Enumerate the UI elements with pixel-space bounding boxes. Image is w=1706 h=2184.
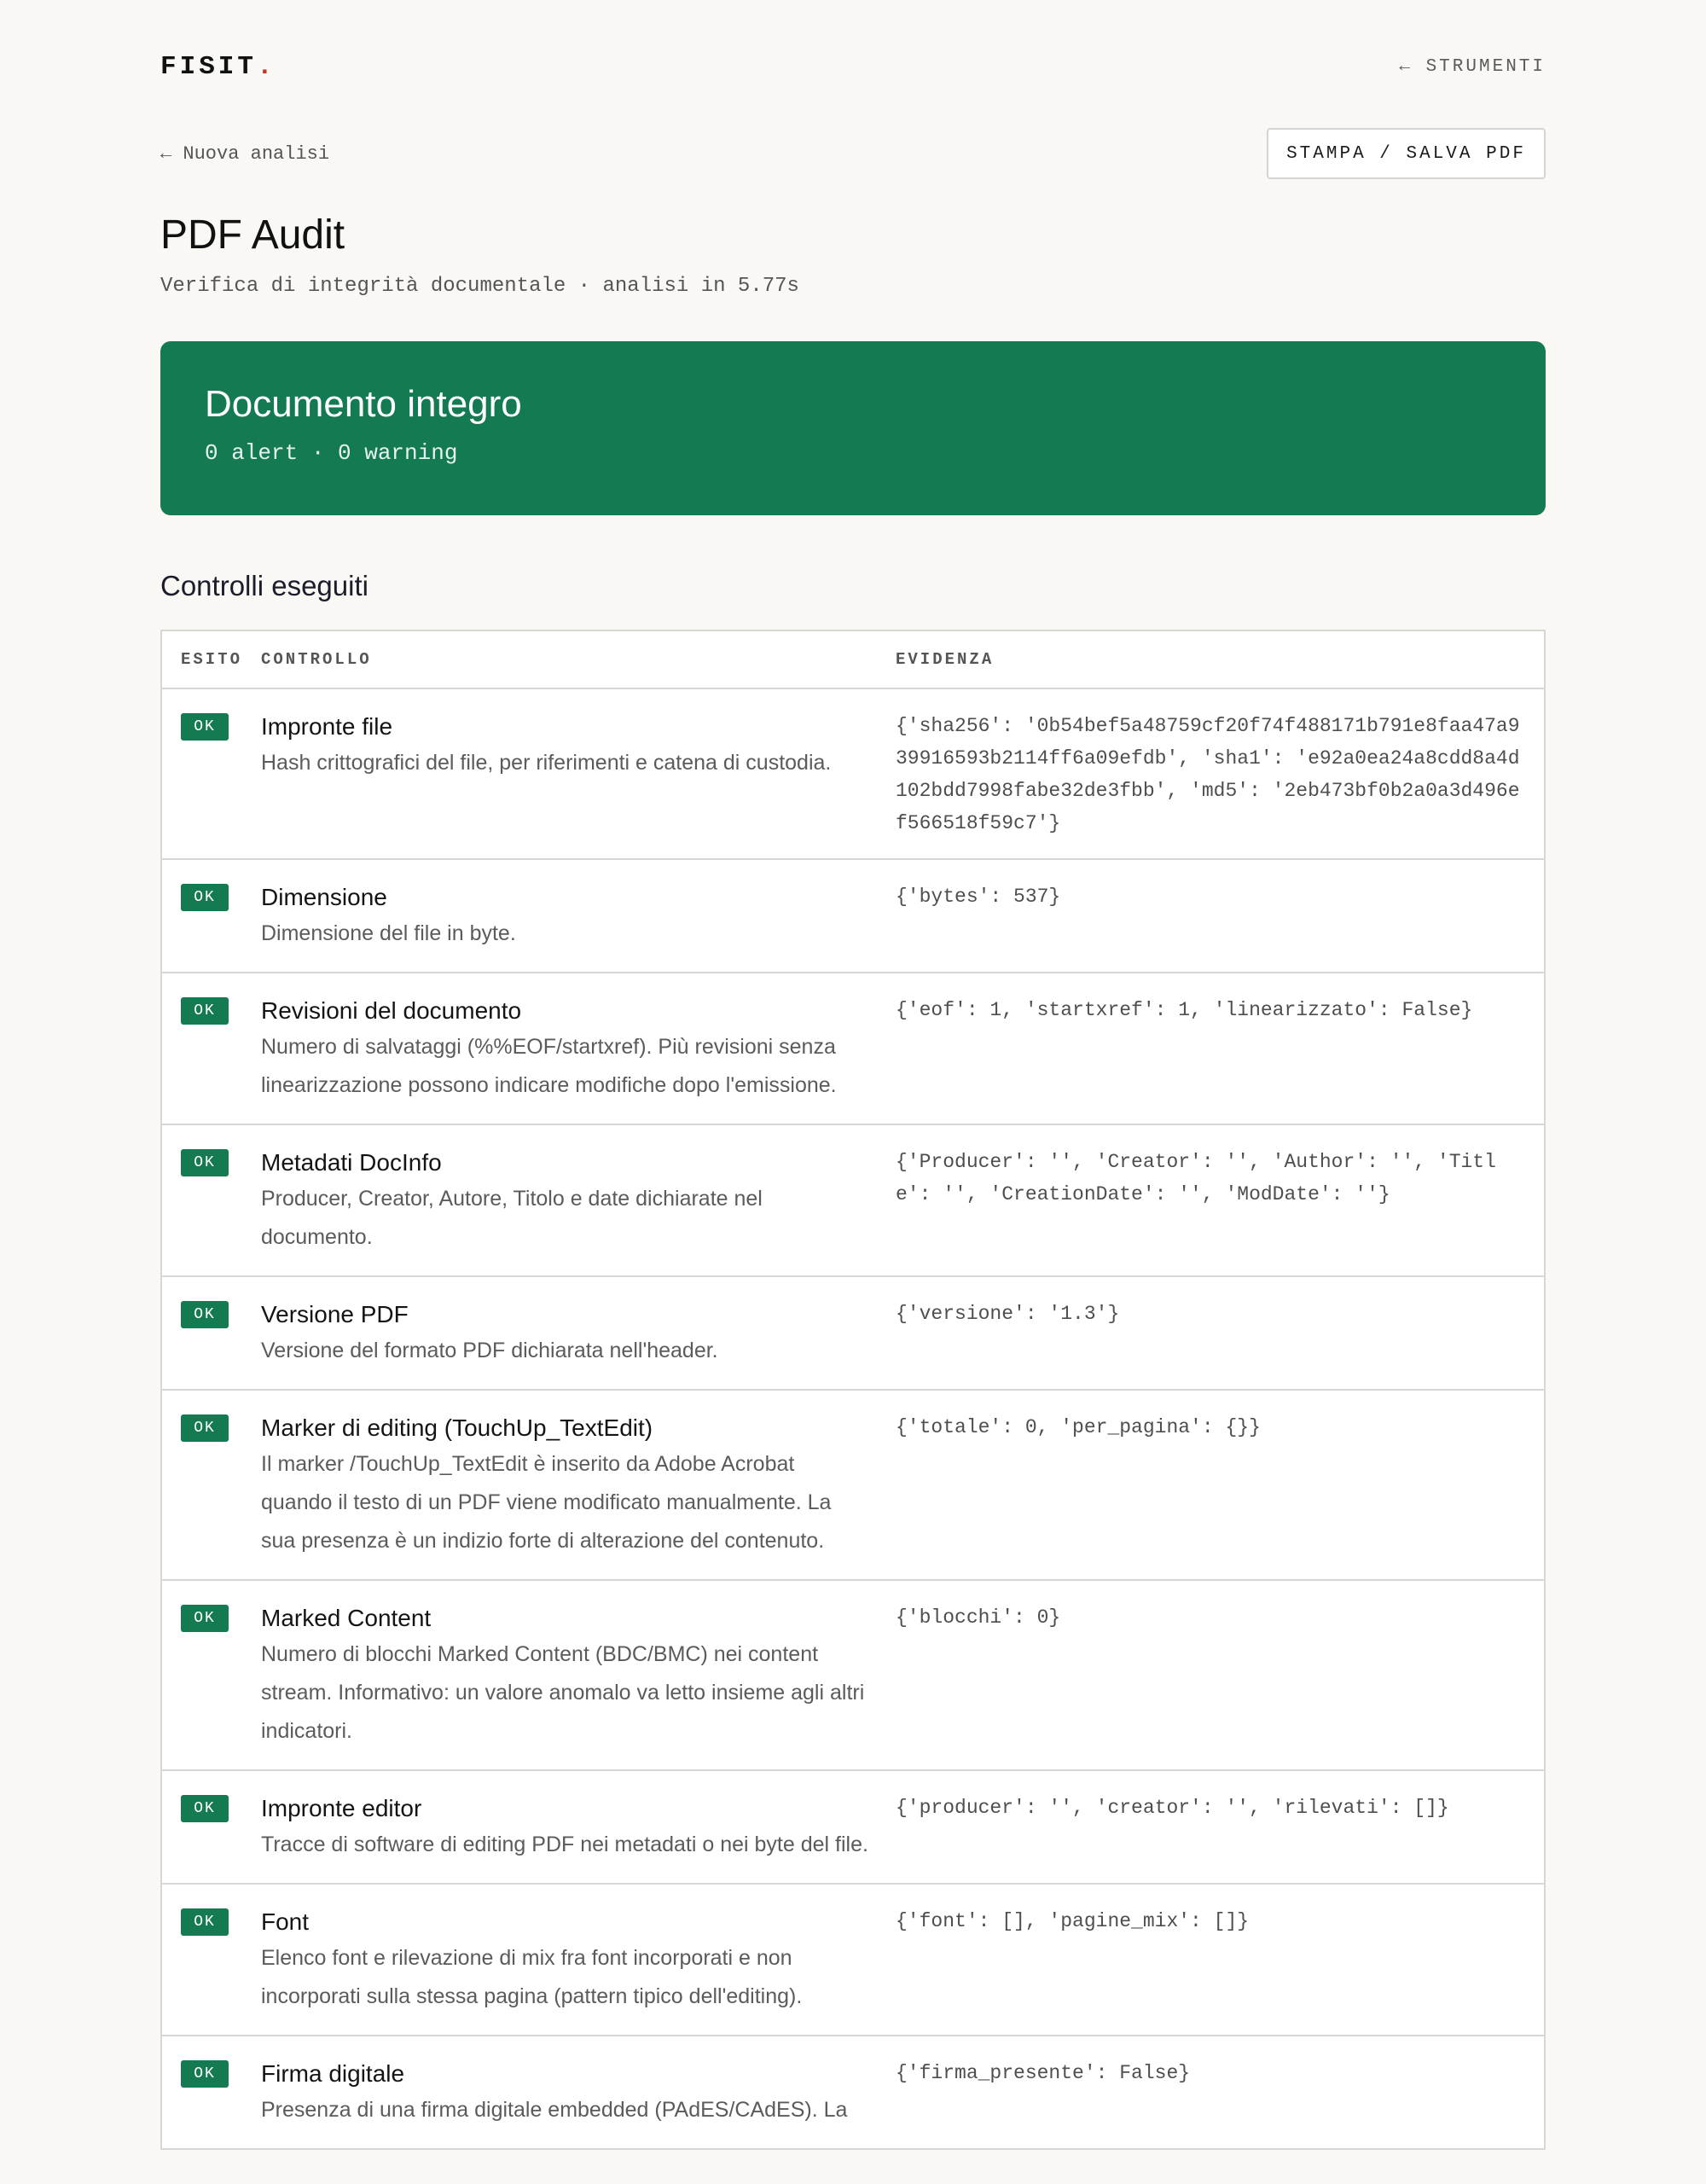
status-cell: [162, 710, 261, 839]
evidence-cell: [896, 1146, 1544, 1257]
control-name: Revisioni del documento: [261, 997, 522, 1024]
table-row: [162, 1277, 1544, 1391]
control-name: Marker di editing (TouchUp_TextEdit): [261, 1414, 653, 1441]
status-badge: OK: [181, 1605, 229, 1632]
table-row: [162, 1581, 1544, 1771]
verdict-counts: 0 alert · 0 warning: [205, 440, 458, 466]
evidence-value: {'producer': '', 'creator': '', 'rilevati': []}: [896, 1797, 1449, 1819]
evidence-value: {'font': [], 'pagine_mix': []}: [896, 1910, 1250, 1932]
control-description: Numero di blocchi Marked Content (BDC/BMC) nei content stream. Informativo: un valore anomalo va letto insieme agli altri indicatori.: [261, 1642, 865, 1743]
status-cell: [162, 1601, 261, 1751]
table-row: [162, 1771, 1544, 1885]
evidence-value: {'totale': 0, 'per_pagina': {}}: [896, 1416, 1261, 1438]
status-cell: [162, 880, 261, 953]
control-name: Font: [261, 1908, 310, 1935]
status-cell: [162, 1298, 261, 1370]
control-description: Presenza di una firma digitale embedded (PAdES/CAdES). La: [261, 2098, 848, 2122]
table-row: [162, 2036, 1544, 2150]
status-cell: [162, 1905, 261, 2016]
evidence-cell: [896, 1411, 1544, 1560]
table-row: [162, 973, 1544, 1125]
control-name: Marked Content: [261, 1605, 432, 1631]
control-description: Producer, Creator, Autore, Titolo e date dichiarate nel documento.: [261, 1187, 763, 1249]
table-header: [162, 631, 1544, 689]
status-badge: OK: [181, 1908, 229, 1936]
control-cell: [261, 994, 896, 1105]
status-badge: OK: [181, 997, 229, 1025]
evidence-cell: [896, 1601, 1544, 1751]
control-description: Elenco font e rilevazione di mix fra font incorporati e non incorporati sulla stessa pagina (pattern tipico dell'editing).: [261, 1946, 803, 2008]
table-row: [162, 1391, 1544, 1581]
control-description: Versione del formato PDF dichiarata nell'header.: [261, 1339, 718, 1362]
evidence-cell: [896, 880, 1544, 953]
verdict-title: Documento integro: [205, 383, 522, 425]
status-badge: OK: [181, 1795, 229, 1822]
control-cell: [261, 1146, 896, 1257]
table-row: [162, 1125, 1544, 1277]
evidence-cell: [896, 1298, 1544, 1370]
status-badge: OK: [181, 1301, 229, 1328]
control-description: Numero di salvataggi (%%EOF/startxref). Più revisioni senza linearizzazione possono indicare modifiche dopo l'emissione.: [261, 1035, 837, 1097]
status-badge: OK: [181, 1149, 229, 1176]
control-description: Dimensione del file in byte.: [261, 921, 516, 945]
evidence-cell: [896, 994, 1544, 1105]
control-cell: [261, 2057, 896, 2129]
verdict-banner: [160, 341, 1546, 515]
new-analysis-link[interactable]: ← Nuova analisi: [160, 142, 330, 165]
table-row: [162, 860, 1544, 973]
logo-text: FISIT: [160, 51, 258, 82]
status-cell: [162, 1792, 261, 1864]
control-cell: [261, 1298, 896, 1370]
evidence-cell: [896, 1905, 1544, 2016]
control-cell: [261, 1905, 896, 2016]
control-name: Dimensione: [261, 884, 387, 910]
evidence-value: {'blocchi': 0}: [896, 1606, 1061, 1629]
control-description: Il marker /TouchUp_TextEdit è inserito da Adobe Acrobat quando il testo di un PDF viene modificato manualmente. La sua presenza è un indizio forte di alterazione del contenuto.: [261, 1452, 832, 1553]
evidence-value: {'eof': 1, 'startxref': 1, 'linearizzato': False}: [896, 999, 1473, 1021]
column-header-controllo: CONTROLLO: [261, 650, 372, 669]
status-cell: [162, 1411, 261, 1560]
control-cell: [261, 1411, 896, 1560]
status-badge: OK: [181, 884, 229, 911]
print-save-pdf-button[interactable]: STAMPA / SALVA PDF: [1267, 128, 1546, 179]
evidence-value: {'Producer': '', 'Creator': '', 'Author': '', 'Title': '', 'CreationDate': '', 'ModDate': ''}: [896, 1151, 1496, 1205]
evidence-value: {'sha256': '0b54bef5a48759cf20f74f488171b791e8faa47a939916593b2114ff6a09efdb', 'sha1': 'e92a0ea24a8cdd8a4d102bdd7998fabe32de3fbb', 'md5': '2eb473bf0b2a0a3d496ef566518f59c7'}: [896, 715, 1520, 834]
status-badge: OK: [181, 1414, 229, 1442]
tools-link[interactable]: ← STRUMENTI: [1399, 56, 1546, 77]
checks-table: [160, 630, 1546, 2150]
control-name: Versione PDF: [261, 1301, 409, 1327]
status-cell: [162, 994, 261, 1105]
control-description: Tracce di software di editing PDF nei metadati o nei byte del file.: [261, 1833, 868, 1856]
evidence-cell: [896, 710, 1544, 839]
control-description: Hash crittografici del file, per riferimenti e catena di custodia.: [261, 751, 832, 775]
control-cell: [261, 1601, 896, 1751]
evidence-value: {'firma_presente': False}: [896, 2062, 1191, 2084]
column-header-esito: ESITO: [181, 650, 243, 669]
page-subtitle: Verifica di integrità documentale · analisi in 5.77s: [160, 275, 799, 298]
status-badge: OK: [181, 2060, 229, 2088]
column-header-evidenza: EVIDENZA: [896, 650, 995, 669]
control-name: Firma digitale: [261, 2060, 405, 2087]
control-name: Impronte editor: [261, 1795, 422, 1821]
action-bar: [160, 128, 1546, 179]
evidence-value: {'bytes': 537}: [896, 886, 1061, 908]
top-bar: [160, 49, 1546, 84]
evidence-value: {'versione': '1.3'}: [896, 1303, 1120, 1325]
page-title: PDF Audit: [160, 212, 345, 258]
evidence-cell: [896, 1792, 1544, 1864]
control-name: Impronte file: [261, 713, 393, 740]
table-row: [162, 1885, 1544, 2036]
control-cell: [261, 880, 896, 953]
logo[interactable]: [160, 52, 276, 82]
status-cell: [162, 1146, 261, 1257]
status-cell: [162, 2057, 261, 2129]
status-badge: OK: [181, 713, 229, 741]
logo-dot: .: [257, 51, 276, 82]
table-row: [162, 689, 1544, 860]
control-cell: [261, 710, 896, 839]
control-cell: [261, 1792, 896, 1864]
section-title: Controlli eseguiti: [160, 570, 368, 601]
table-body: [162, 689, 1544, 2150]
control-name: Metadati DocInfo: [261, 1149, 442, 1176]
evidence-cell: [896, 2057, 1544, 2129]
